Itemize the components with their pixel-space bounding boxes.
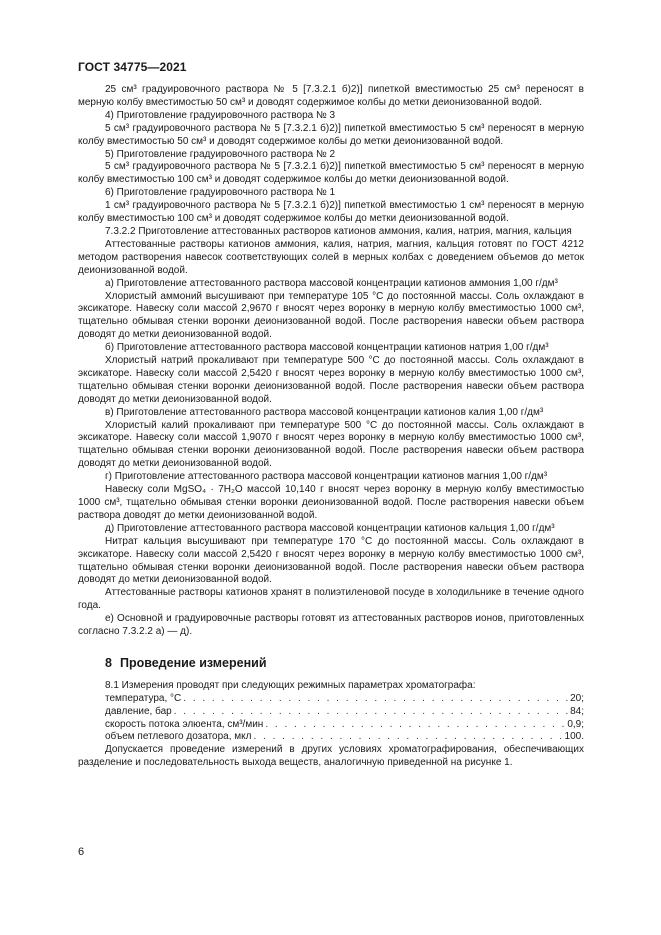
parameter-value: 100. xyxy=(564,731,584,743)
paragraph: д) Приготовление аттестованного раствора массовой концентрации катионов кальция 1,00 г/дм³ xyxy=(105,522,555,534)
leader-dots xyxy=(265,719,565,732)
parameter-value: 0,9; xyxy=(567,718,584,730)
paragraph: 1 см³ градуировочного раствора № 5 [7.3.2.1 б)2)] пипеткой вместимостью 1 см³ переносят в мерную колбу вместимостью 100 см³ и доводят содержимое колбы до метки деионизованной водой. xyxy=(78,200,584,225)
section-title: Проведение измерений xyxy=(119,655,267,670)
section-number: 8 xyxy=(105,655,112,670)
document-header: ГОСТ 34775—2021 xyxy=(78,60,187,74)
parameter-row xyxy=(105,706,584,719)
paragraph: 6) Приготовление градуировочного раствора № 1 xyxy=(105,187,336,199)
parameter-list xyxy=(78,693,584,745)
paragraph: Хлористый калий прокаливают при температуре 500 °С до постоянной массы. Соль охлаждают в эксикаторе. Навеску соли массой 1,9070 г вносят через воронку в мерную колбу вместимостью 1000 см³, тщательно обмывая стенки воронки деионизованной водой. После растворения навески объем раствора доводят до метки деионизованной водой. xyxy=(78,419,584,470)
paragraph: 5 см³ градуировочного раствора № 5 [7.3.2.1 б)2)] пипеткой вместимостью 5 см³ переносят в мерную колбу вместимостью 100 см³ и доводят содержимое колбы до метки деионизованной водой. xyxy=(78,161,584,186)
paragraph: Аттестованные растворы катионов хранят в полиэтиленовой посуде в холодильнике в течение одного года. xyxy=(78,587,584,612)
paragraph: 25 см³ градуировочного раствора № 5 [7.3.2.1 б)2)] пипеткой вместимостью 25 см³ переносят в мерную колбу вместимостью 50 см³ и доводят содержимое колбы до метки деионизованной водой. xyxy=(78,84,584,108)
paragraph: Хлористый аммоний высушивают при температуре 105 °С до постоянной массы. Соль охлаждают в эксикаторе. Навеску соли массой 2,9670 г вносят через воронку в мерную колбу вместимостью 1000 см³, тщательно обмывая стенки воронки деионизованной водой. После растворения навески объем раствора доводят до метки деионизованной водой. xyxy=(78,290,584,341)
leader-dots xyxy=(253,731,562,744)
document-body xyxy=(78,84,584,770)
leader-dots xyxy=(174,706,568,719)
parameter-value: 84; xyxy=(570,705,584,717)
parameter-label: скорость потока элюента, см³/мин xyxy=(105,718,264,730)
paragraph: Навеску соли MgSO₄ · 7H₂O массой 10,140 г вносят через воронку в мерную колбу вместимостью 1000 см³, тщательно обмывая стенки воронки деионизованной водой. После растворения навески объем раствора доводят до метки деионизованной водой. xyxy=(78,484,584,521)
paragraph: 8.1 Измерения проводят при следующих режимных параметрах хроматографа: xyxy=(105,679,476,691)
parameter-row xyxy=(105,693,584,706)
parameter-row xyxy=(105,719,584,732)
paragraph: е) Основной и градуировочные растворы готовят из аттестованных растворов ионов, приготовленных согласно 7.3.2.2 а) — д). xyxy=(78,613,584,638)
parameter-label: температура, °С xyxy=(105,692,182,704)
paragraph: б) Приготовление аттестованного раствора массовой концентрации катионов натрия 1,00 г/дм³ xyxy=(105,342,549,354)
paragraph: 4) Приготовление градуировочного раствора № 3 xyxy=(105,109,336,121)
paragraph: Аттестованные растворы катионов аммония, калия, натрия, магния, кальция готовят по ГОСТ 4212 методом растворения навесок соответствующих солей в мерных колбах с доведением объемов до меток деионизованной водой. xyxy=(78,238,584,276)
paragraph: в) Приготовление аттестованного раствора массовой концентрации катионов калия 1,00 г/дм³ xyxy=(105,406,544,418)
paragraph: Допускается проведение измерений в других условиях хроматографирования, обеспечивающих разделение и последовательность выхода веществ, аналогичную приведенной на рисунке 1. xyxy=(78,744,584,769)
paragraph: 5) Приготовление градуировочного раствора № 2 xyxy=(105,148,336,160)
paragraph: Нитрат кальция высушивают при температуре 170 °С до постоянной массы. Соль охлаждают в эксикаторе. Навеску соли массой 2,5420 г вносят через воронку в мерную колбу вместимостью 1000 см³, тщательно обмывая стенки воронки деионизованной водой. После растворения навески объем раствора доводят до метки деионизованной водой. xyxy=(78,535,584,586)
parameter-value: 20; xyxy=(570,692,584,704)
leader-dots xyxy=(183,693,568,706)
parameter-row xyxy=(105,731,584,744)
parameter-label: объем петлевого дозатора, мкл xyxy=(105,731,252,743)
paragraph: 7.3.2.2 Приготовление аттестованных растворов катионов аммония, калия, натрия, магния, кальция xyxy=(105,225,572,237)
page-number: 6 xyxy=(78,846,85,858)
paragraph: Хлористый натрий прокаливают при температуре 500 °С до постоянной массы. Соль охлаждают в эксикаторе. Навеску соли массой 2,5420 г вносят через воронку в мерную колбу вместимостью 1000 см³, тщательно обмывая стенки воронки деионизованной водой. После растворения навески объем раствора доводят до метки деионизованной водой. xyxy=(78,355,584,405)
parameter-label: давление, бар xyxy=(105,705,172,717)
paragraph: г) Приготовление аттестованного раствора массовой концентрации катионов магния 1,00 г/дм³ xyxy=(105,471,548,483)
section-heading xyxy=(78,657,584,670)
paragraph: 5 см³ градуировочного раствора № 5 [7.3.2.1 б)2)] пипеткой вместимостью 5 см³ переносят в мерную колбу вместимостью 50 см³ и доводят содержимое колбы до метки деионизованной водой. xyxy=(78,122,584,147)
paragraph: а) Приготовление аттестованного раствора массовой концентрации катионов аммония 1,00 г/дм³ xyxy=(105,277,558,289)
